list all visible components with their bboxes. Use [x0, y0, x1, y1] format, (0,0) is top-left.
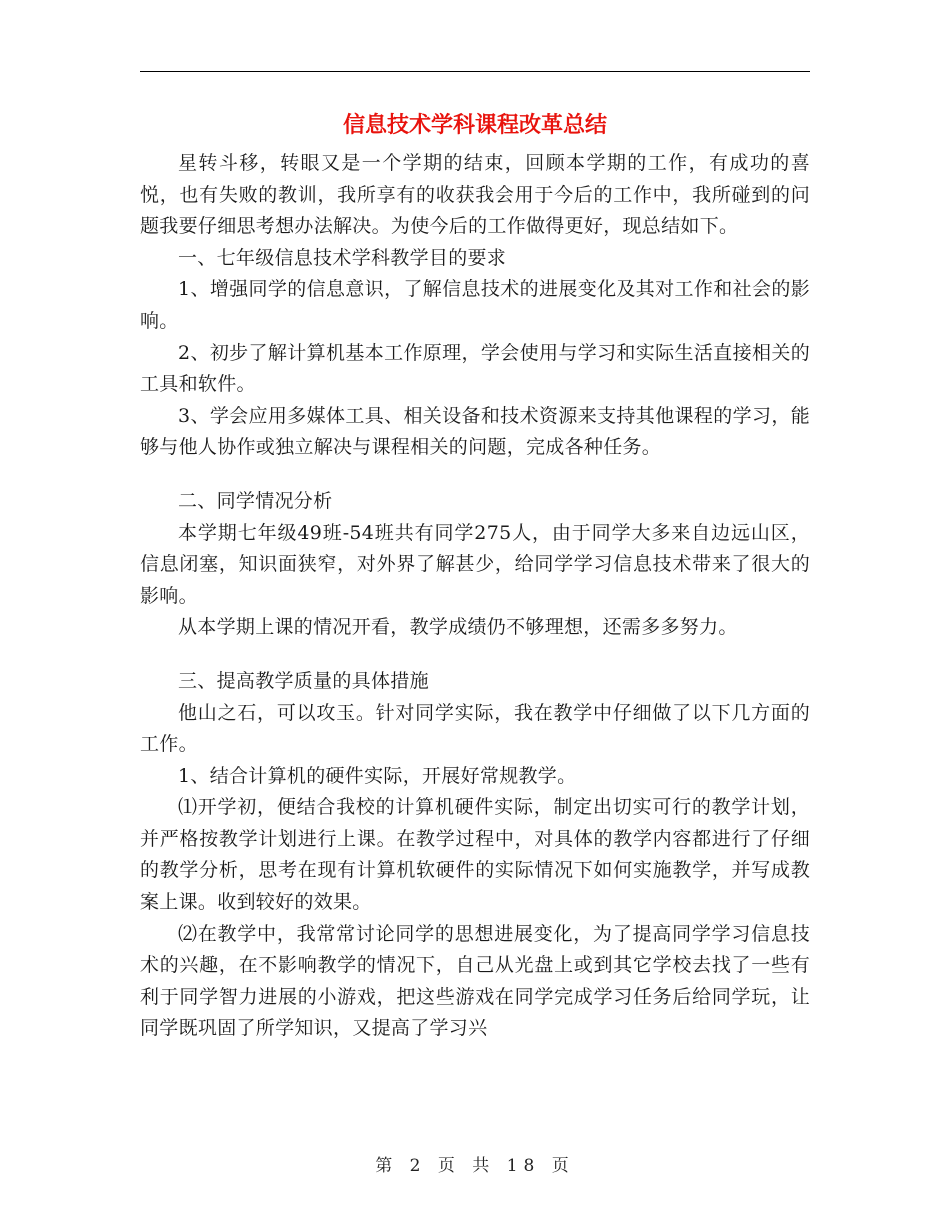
paragraph-goal-1: 1、增强同学的信息意识，了解信息技术的进展变化及其对工作和社会的影响。 [140, 278, 810, 332]
paragraph-measure-1-item-2: ⑵在教学中，我常常讨论同学的思想进展变化，为了提高同学学习信息技术的兴趣，在不影响教学的情况下，自己从光盘上或到其它学校去找了一些有利于同学智力进展的小游戏，把这些游戏在同学完成学习任务后给同学玩，让同学既巩固了所学知识，又提高了学习兴 [140, 922, 810, 1040]
paragraph-goal-3: 3、学会应用多媒体工具、相关设备和技术资源来支持其他课程的学习，能够与他人协作或独立解决与课程相关的问题，完成各种任务。 [140, 404, 810, 459]
section-heading-2: 二、同学情况分析 [178, 489, 333, 512]
page-number: 第 2 页 共 18 页 [375, 1156, 575, 1176]
document-body [140, 148, 810, 1045]
paragraph-student-analysis: 本学期七年级49班-54班共有同学275人，由于同学大多来自边远山区，信息闭塞，知识面狭窄，对外界了解甚少，给同学学习信息技术带来了很大的影响。 [140, 521, 810, 607]
paragraph-teaching-result: 从本学期上课的情况开看，教学成绩仍不够理想，还需多多努力。 [178, 616, 738, 639]
document-title: 信息技术学科课程改革总结 [342, 112, 607, 138]
header-rule [140, 71, 810, 72]
paragraph-goal-2: 2、初步了解计算机基本工作原理，学会使用与学习和实际生活直接相关的工具和软件。 [140, 341, 810, 396]
paragraph-measure-1: 1、结合计算机的硬件实际，开展好常规教学。 [178, 764, 577, 787]
paragraph-measures-intro: 他山之石，可以攻玉。针对同学实际，我在教学中仔细做了以下几方面的工作。 [140, 701, 810, 756]
paragraph-measure-1-item-1: ⑴开学初，便结合我校的计算机硬件实际，制定出切实可行的教学计划，并严格按教学计划进行上课。在教学过程中，对具体的教学内容都进行了仔细的教学分析，思考在现有计算机软硬件的实际情况下如何实施教学，并写成教案上课。收到较好的效果。 [140, 796, 810, 914]
paragraph-intro: 星转斗移，转眼又是一个学期的结束，回顾本学期的工作，有成功的喜悦，也有失败的教训，我所享有的收获我会用于今后的工作中，我所碰到的问题我要仔细思考想办法解决。为使今后的工作做得更好，现总结如下。 [140, 152, 810, 238]
section-heading-1: 一、七年级信息技术学科教学目的要求 [178, 246, 507, 269]
section-heading-3: 三、提高教学质量的具体措施 [178, 669, 429, 692]
